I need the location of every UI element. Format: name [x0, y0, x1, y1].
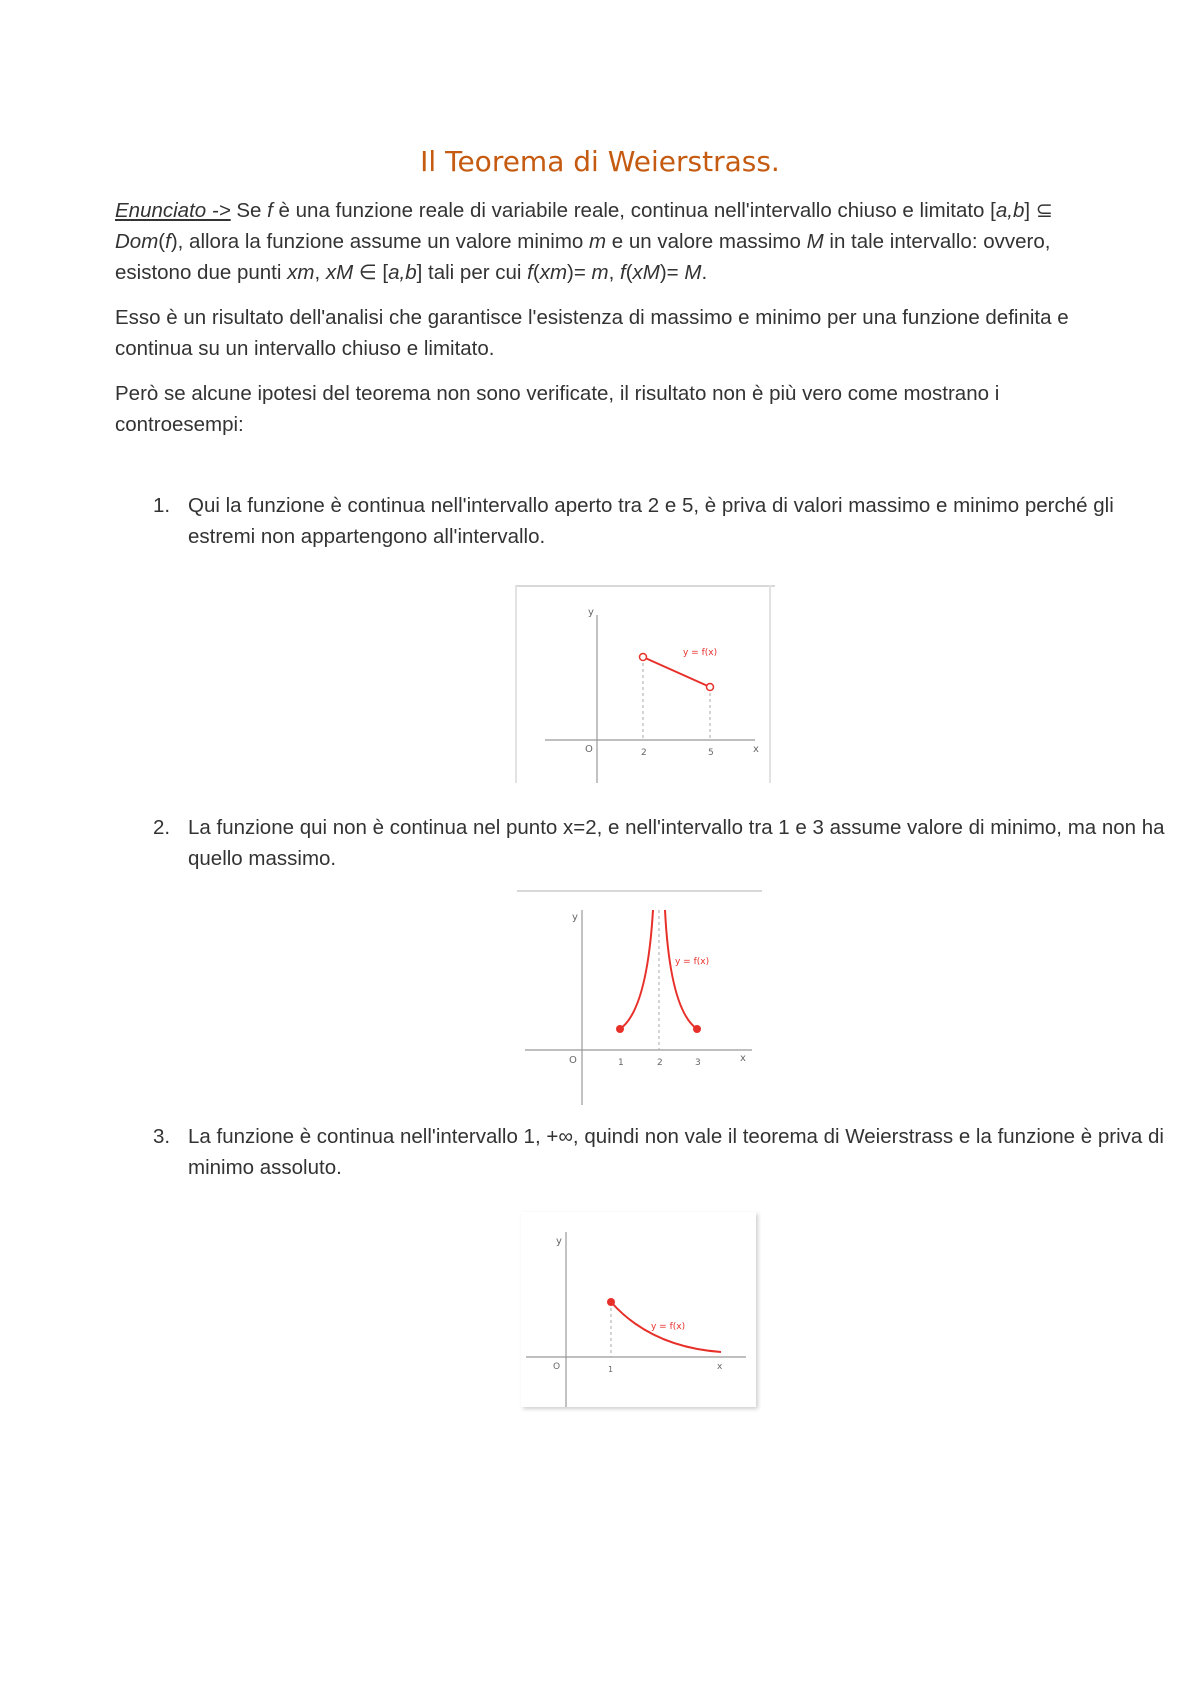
text-run: ] tali per cui: [416, 261, 528, 284]
tick-label: 1: [618, 1058, 624, 1068]
list-item-text: Qui la funzione è continua nell'intervallo aperto tra 2 e 5, è priva di valori massimo e minimo perché gli estremi non appartengono all'intervallo.: [188, 494, 1114, 548]
figure-1: [515, 585, 775, 783]
list-item-number: 2.: [153, 816, 171, 839]
math-f: f: [267, 199, 273, 222]
text-run: (: [532, 261, 540, 284]
figure-3: [521, 1212, 756, 1407]
math-xm: xm: [539, 261, 568, 284]
function-curve-right: [665, 910, 697, 1029]
figure-2: [517, 890, 762, 1105]
x-axis-label: x: [740, 1053, 746, 1064]
tick-label: 1: [608, 1365, 614, 1374]
curve-label: y = f(x): [651, 1322, 686, 1332]
tick-label: 2: [657, 1058, 663, 1068]
math-ab: a,b: [995, 199, 1025, 222]
enunciato-paragraph: [115, 195, 1105, 288]
tick-label: 2: [641, 748, 647, 758]
text-run: .: [701, 261, 708, 284]
text-run: è una funzione reale di variabile reale, continua nell'intervallo chiuso e limitato [: [272, 199, 996, 222]
list-item-number: 3.: [153, 1125, 171, 1148]
x-axis-label: x: [717, 1362, 723, 1372]
function-curve: [643, 657, 710, 687]
text-run: in tale intervallo: ovvero, esistono due punti: [115, 230, 1051, 284]
text-run: ,: [314, 261, 326, 284]
closed-endpoint: [616, 1025, 624, 1033]
origin-label: O: [569, 1055, 577, 1066]
document-body: [115, 195, 1105, 454]
text-run: ∈ [: [353, 261, 389, 284]
list-item-number: 1.: [153, 494, 171, 517]
curve-label: y = f(x): [675, 957, 710, 967]
closed-endpoint: [693, 1025, 701, 1033]
math-f: f: [620, 261, 626, 284]
curve-label: y = f(x): [683, 648, 718, 658]
y-axis-label: y: [572, 912, 578, 923]
paragraph-analysis: Esso è un risultato dell'analisi che garantisce l'esistenza di massimo e minimo per una funzione definita e continua su un intervallo chiuso e limitato.: [115, 306, 1069, 360]
enunciato-label: Enunciato ->: [115, 199, 231, 222]
function-curve-left: [620, 910, 653, 1029]
list-item: [115, 812, 1178, 874]
math-ab: a,b: [388, 261, 417, 284]
math-M: M: [684, 261, 702, 284]
figure-1-graph: [515, 585, 775, 783]
text-run: e un valore massimo: [606, 230, 807, 253]
math-m: m: [589, 230, 607, 253]
open-endpoint: [640, 654, 647, 661]
text-run: ] ⊆: [1024, 199, 1053, 222]
y-axis-label: y: [588, 607, 594, 618]
math-xM: xM: [632, 261, 660, 284]
text-run: ), allora la funzione assume un valore minimo: [170, 230, 589, 253]
tick-label: 5: [708, 748, 714, 758]
math-f: f: [527, 261, 533, 284]
closed-endpoint: [607, 1298, 615, 1306]
math-xM: xM: [325, 261, 354, 284]
text-run: )=: [567, 261, 592, 284]
math-m: m: [591, 261, 609, 284]
open-endpoint: [707, 684, 714, 691]
origin-label: O: [553, 1362, 561, 1372]
text-run: (: [625, 261, 633, 284]
math-f: f: [165, 230, 171, 253]
list-item: [115, 490, 1178, 552]
text-run: Se: [230, 199, 268, 222]
tick-label: 3: [695, 1058, 701, 1068]
origin-label: O: [585, 744, 593, 755]
list-item-text: La funzione è continua nell'intervallo 1, +∞, quindi non vale il teorema di Weierstrass e la funzione è priva di minimo assoluto.: [188, 1125, 1164, 1179]
text-run: )=: [659, 261, 685, 284]
math-M: M: [806, 230, 824, 253]
text-run: ,: [608, 261, 620, 284]
x-axis-label: x: [753, 744, 759, 755]
y-axis-label: y: [556, 1236, 562, 1247]
math-dom: Dom: [115, 230, 159, 253]
document-title: Il Teorema di Weierstrass.: [420, 145, 780, 178]
list-item-text: La funzione qui non è continua nel punto x=2, e nell'intervallo tra 1 e 3 assume valore di minimo, ma non ha quello massimo.: [188, 816, 1165, 870]
paragraph-counterexamples: Però se alcune ipotesi del teorema non sono verificate, il risultato non è più vero come mostrano i controesempi:: [115, 382, 1000, 436]
list-item: [115, 1121, 1178, 1183]
figure-3-graph: [521, 1212, 756, 1407]
text-run: (: [158, 230, 166, 253]
math-xm: xm: [287, 261, 315, 284]
figure-2-graph: [517, 890, 762, 1105]
